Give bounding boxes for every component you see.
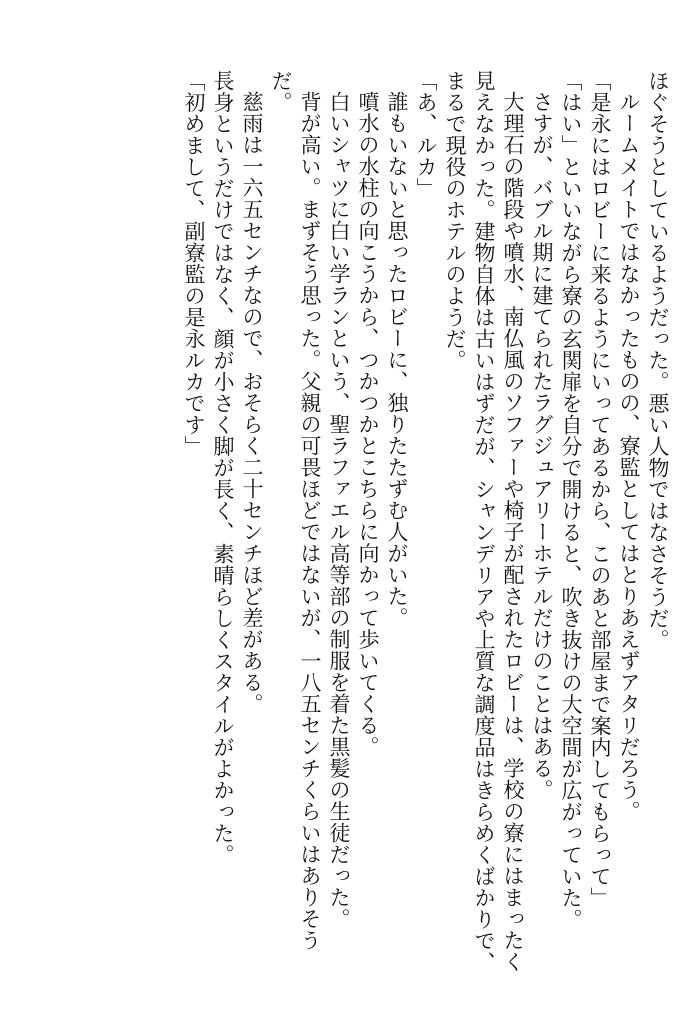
text-line-2: ルームメイトではなかったものの、寮監としてはとりあえずアタリだろう。 (617, 91, 641, 822)
text-line-6: 大理石の階段や噴水、南仏風のソファーや椅子が配されたロビーは、学校の寮にはまったく (501, 91, 525, 973)
text-line-4: 「はい」といいながら寮の玄関扉を自分で開けると、吹き抜けの大空間が広がっていた。 (559, 70, 583, 930)
text-line-11: 噴水の水柱の向こうから、つかつかとこちらに向かって歩いてくる。 (356, 91, 380, 758)
text-line-3: 「是永にはロビーに来るようにいってあるから、このあと部屋まで案内してもらって」 (588, 70, 612, 909)
vertical-text-body (179, 70, 672, 973)
text-line-1: ほぐそうとしているようだった。悪い人物ではなさそうだ。 (646, 70, 670, 651)
text-line-12: 白いシャツに白い学ランという、聖ラファエル高等部の制服を着た黒髪の生徒だった。 (327, 91, 351, 930)
text-line-8: まるで現役のホテルのようだ。 (443, 70, 467, 371)
text-line-5: さすが、バブル期に建てられたラグジュアリーホテルだけのことはある。 (530, 91, 554, 801)
text-line-10: 誰もいないと思ったロビーに、独りたたずむ人がいた。 (385, 91, 409, 629)
text-line-16: 長身というだけではなく、顔が小さく脚が長く、素晴らしくスタイルがよかった。 (211, 70, 235, 866)
text-line-15: 慈雨は一六五センチなので、おそらく二十センチほど差がある。 (240, 91, 264, 715)
text-line-17: 「初めまして、副寮監の是永ルカです」 (182, 70, 206, 457)
text-line-7: 見えなかった。建物自体は古いはずだが、シャンデリアや上質な調度品はきらめくばかりで、 (472, 70, 496, 973)
text-line-9: 「あ、ルカ」 (414, 70, 438, 199)
text-line-13: 背が高い。まずそう思った。父親の可畏ほどではないが、一八五センチくらいはありそう (298, 91, 322, 951)
text-line-14: だ。 (269, 70, 293, 113)
